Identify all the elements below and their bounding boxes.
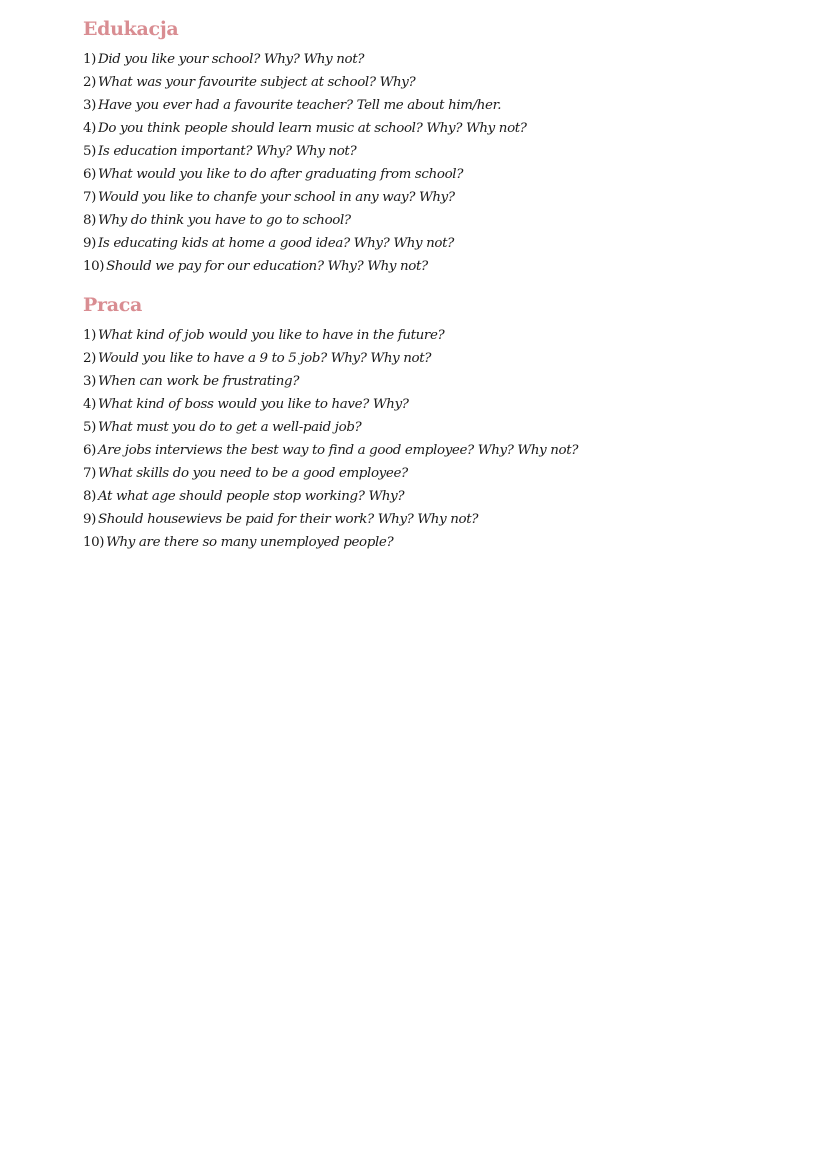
question-text: Would you like to have a 9 to 5 job? Why? Why not? — [97, 351, 432, 366]
question-item — [83, 94, 783, 117]
question-text: What kind of job would you like to have in the future? — [97, 328, 445, 343]
section-heading: Edukacja — [83, 18, 179, 40]
question-number: 3) — [83, 98, 96, 113]
question-number: 3) — [83, 374, 96, 389]
question-number: 1) — [83, 52, 96, 67]
question-item — [83, 48, 783, 71]
question-number: 5) — [83, 420, 96, 435]
question-text: Are jobs interviews the best way to find a good employee? Why? Why not? — [97, 443, 579, 458]
question-number: 2) — [83, 75, 96, 90]
section-edukacja — [83, 14, 783, 278]
question-number: 6) — [83, 167, 96, 182]
question-item — [83, 462, 783, 485]
question-number: 7) — [83, 466, 96, 481]
question-number: 9) — [83, 236, 96, 251]
question-text: Would you like to chanfe your school in any way? Why? — [97, 190, 455, 205]
question-item — [83, 393, 783, 416]
question-text: Should housewievs be paid for their work? Why? Why not? — [97, 512, 479, 527]
question-number: 4) — [83, 121, 96, 136]
question-list — [83, 324, 783, 554]
question-list — [83, 48, 783, 278]
question-item — [83, 186, 783, 209]
question-text: Did you like your school? Why? Why not? — [97, 52, 365, 67]
question-text: What was your favourite subject at school? Why? — [97, 75, 416, 90]
section-praca — [83, 290, 783, 554]
question-number: 9) — [83, 512, 96, 527]
question-text: What would you like to do after graduating from school? — [97, 167, 464, 182]
question-text: Is education important? Why? Why not? — [97, 144, 357, 159]
question-item — [83, 255, 783, 278]
question-number: 5) — [83, 144, 96, 159]
question-item — [83, 370, 783, 393]
question-number: 8) — [83, 213, 96, 228]
question-text: When can work be frustrating? — [97, 374, 300, 389]
question-item — [83, 508, 783, 531]
question-number: 4) — [83, 397, 96, 412]
question-number: 7) — [83, 190, 96, 205]
question-text: What skills do you need to be a good employee? — [97, 466, 408, 481]
question-number: 1) — [83, 328, 96, 343]
question-item — [83, 163, 783, 186]
question-item — [83, 347, 783, 370]
question-item — [83, 117, 783, 140]
question-item — [83, 485, 783, 508]
question-item — [83, 531, 783, 554]
question-item — [83, 71, 783, 94]
question-text: What must you do to get a well-paid job? — [97, 420, 362, 435]
question-text: Do you think people should learn music at school? Why? Why not? — [97, 121, 527, 136]
question-text: Have you ever had a favourite teacher? Tell me about him/her. — [97, 98, 502, 113]
question-number: 6) — [83, 443, 96, 458]
question-item — [83, 209, 783, 232]
question-text: Why are there so many unemployed people? — [106, 535, 394, 550]
question-number: 8) — [83, 489, 96, 504]
question-text: What kind of boss would you like to have? Why? — [97, 397, 409, 412]
question-number: 10) — [83, 535, 105, 550]
section-heading: Praca — [83, 294, 142, 316]
question-number: 10) — [83, 259, 105, 274]
question-item — [83, 416, 783, 439]
question-text: Is educating kids at home a good idea? Why? Why not? — [97, 236, 454, 251]
question-number: 2) — [83, 351, 96, 366]
question-text: Should we pay for our education? Why? Why not? — [106, 259, 428, 274]
question-item — [83, 232, 783, 255]
question-text: At what age should people stop working? Why? — [97, 489, 405, 504]
question-item — [83, 140, 783, 163]
question-text: Why do think you have to go to school? — [97, 213, 351, 228]
question-item — [83, 324, 783, 347]
question-item — [83, 439, 783, 462]
